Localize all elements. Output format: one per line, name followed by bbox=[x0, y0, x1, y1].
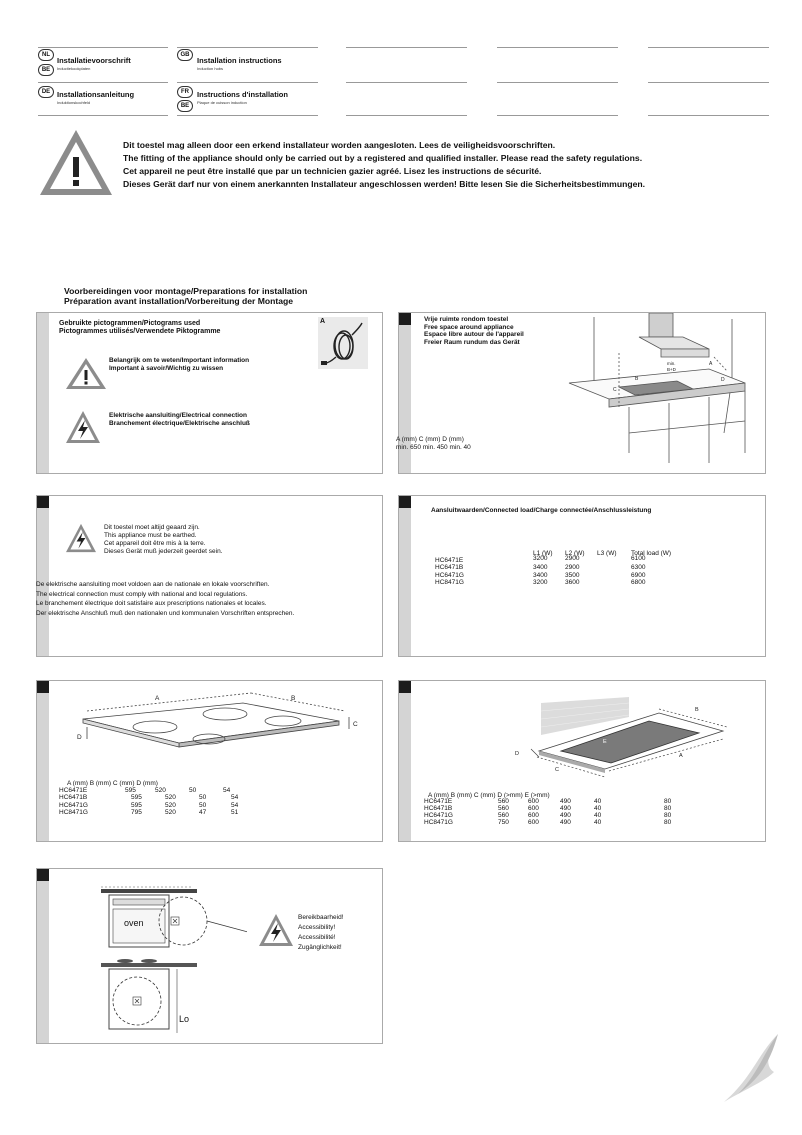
divider bbox=[38, 47, 168, 48]
panel-accessibility bbox=[36, 868, 383, 1044]
table-cell: 560 bbox=[498, 798, 509, 805]
table-cell: 54 bbox=[231, 802, 239, 809]
lang-badge-nl: NL bbox=[38, 49, 54, 61]
panel-title-line: Pictogrammes utilisés/Verwendete Piktogramme bbox=[59, 328, 221, 336]
divider bbox=[346, 82, 467, 83]
accessibility-line: Accessibilité! bbox=[298, 934, 336, 941]
warning-triangle-icon bbox=[38, 128, 114, 198]
panel-cutout-dimensions bbox=[398, 680, 766, 842]
panel-pictograms bbox=[36, 312, 383, 474]
table-cell: 595 bbox=[125, 787, 136, 794]
accessibility-text bbox=[298, 913, 344, 953]
lang-subtitle-nl: Inductiekookplaten bbox=[57, 66, 91, 71]
divider bbox=[177, 82, 318, 83]
table-cell: 6900 bbox=[631, 572, 646, 579]
dim-label-a: A bbox=[709, 361, 713, 367]
info-line: Belangrijk om te weten/Important information bbox=[109, 357, 250, 364]
table-cell: 3500 bbox=[565, 572, 580, 579]
cutout-dimension-table bbox=[424, 792, 724, 832]
cutout-diagram bbox=[509, 691, 729, 785]
clearance-dims bbox=[396, 436, 471, 451]
panel-marker bbox=[399, 496, 411, 508]
table-cell: 80 bbox=[664, 812, 672, 819]
table-cell: 50 bbox=[199, 802, 207, 809]
divider bbox=[177, 47, 318, 48]
table-cell: 50 bbox=[189, 787, 197, 794]
electrical-line: Branchement électrique/Elektrische anschluß bbox=[109, 419, 250, 427]
lang-subtitle-fr: Plaque de cuisson induction bbox=[197, 100, 247, 105]
earthing-line: Dieses Gerät muß jederzeit geerdet sein. bbox=[104, 548, 223, 555]
electrical-hazard-icon bbox=[65, 410, 101, 444]
section-title-line: Préparation avant installation/Vorbereitung der Montage bbox=[64, 296, 294, 306]
dim-label-bd: B+D bbox=[667, 367, 676, 372]
table-cell: 80 bbox=[664, 819, 672, 826]
page-curl-decoration bbox=[718, 1034, 780, 1104]
oven-access-diagram bbox=[87, 877, 247, 1037]
electrical-hazard-icon bbox=[65, 523, 97, 553]
earthing-line: Dit toestel moet altijd geaard zijn. bbox=[104, 524, 200, 531]
panel-marker bbox=[37, 869, 49, 881]
divider bbox=[177, 115, 318, 116]
divider bbox=[497, 47, 618, 48]
table-cell: 520 bbox=[165, 794, 176, 801]
earthing-line: Cet appareil doit être mis à la terre. bbox=[104, 540, 206, 547]
panel-marker bbox=[37, 496, 49, 508]
table-cell: HC6471G bbox=[424, 812, 453, 819]
table-cell: 600 bbox=[528, 812, 539, 819]
regulation-line: Le branchement électrique doit satisfaire aux prescriptions nationales et locales. bbox=[36, 600, 267, 608]
dim-label-b: B bbox=[291, 695, 296, 702]
hob-dimension-table bbox=[59, 780, 279, 820]
panel-title-line: Vrije ruimte rondom toestel bbox=[424, 316, 509, 323]
lang-subtitle-gb: Induction hobs bbox=[197, 66, 224, 71]
regulation-line: De elektrische aansluiting moet voldoen aan de nationale en lokale voorschriften. bbox=[36, 581, 270, 588]
lang-subtitle-de: Induktionskochfeld bbox=[57, 100, 91, 105]
panel-title bbox=[59, 320, 220, 337]
table-header: A (mm) B (mm) C (mm) D (>mm) E (>mm) bbox=[428, 792, 550, 799]
panel-title bbox=[424, 316, 524, 346]
table-cell: 3600 bbox=[565, 579, 580, 586]
panel-sidebar bbox=[37, 681, 49, 841]
table-cell: 490 bbox=[560, 798, 571, 805]
dim-label-b: B bbox=[695, 707, 699, 713]
table-cell: HC6471E bbox=[59, 787, 88, 794]
panel-marker bbox=[399, 313, 411, 325]
panel-sidebar bbox=[399, 496, 411, 656]
divider bbox=[346, 47, 467, 48]
panel-title-line: Free space around appliance bbox=[424, 323, 514, 331]
table-cell: HC8471G bbox=[435, 579, 464, 586]
panel-sidebar bbox=[399, 681, 411, 841]
panel-sidebar bbox=[37, 869, 49, 1043]
info-text bbox=[109, 357, 249, 372]
lang-badge-be-2: BE bbox=[177, 100, 193, 112]
divider bbox=[38, 82, 168, 83]
table-cell: 54 bbox=[223, 787, 231, 794]
earthing-line: This appliance must be earthed. bbox=[104, 532, 197, 539]
panel-title-line: Freier Raum rundum das Gerät bbox=[424, 338, 520, 346]
table-cell: 40 bbox=[594, 798, 602, 805]
table-cell: 520 bbox=[165, 809, 176, 816]
table-header: Total load (W) bbox=[631, 550, 672, 557]
lang-badge-fr: FR bbox=[177, 86, 193, 98]
lang-title-gb: Installation instructions bbox=[197, 56, 282, 65]
table-header: A (mm) B (mm) C (mm) D (mm) bbox=[67, 780, 158, 787]
table-cell: 520 bbox=[155, 787, 166, 794]
table-cell: 560 bbox=[498, 812, 509, 819]
table-header: L3 (W) bbox=[597, 550, 617, 557]
table-cell: 80 bbox=[664, 805, 672, 812]
dim-label-a: A bbox=[679, 753, 683, 759]
panel-free-space bbox=[398, 312, 766, 474]
divider bbox=[497, 82, 618, 83]
section-title bbox=[64, 286, 307, 306]
panel-title-line: Gebruikte pictogrammen/Pictograms used bbox=[59, 320, 201, 327]
table-cell: HC8471G bbox=[59, 809, 88, 816]
table-header: L1 (W) bbox=[533, 550, 553, 557]
table-cell: HC6471G bbox=[59, 802, 88, 809]
table-cell: HC6471B bbox=[59, 794, 88, 801]
accessibility-line: Zugänglichkeit! bbox=[298, 944, 342, 951]
dim-label-b: B bbox=[635, 376, 639, 382]
earthing-text bbox=[104, 524, 223, 556]
lang-badge-be: BE bbox=[38, 64, 54, 76]
panel-hob-dimensions bbox=[36, 680, 383, 842]
electrical-text bbox=[109, 412, 250, 427]
lang-badge-de: DE bbox=[38, 86, 54, 98]
table-cell: 6100 bbox=[631, 555, 646, 562]
accessibility-line: Accessibility! bbox=[298, 924, 336, 931]
warning-line-gb: The fitting of the appliance should only be carried out by a registered and qualified installer. Please read the safety regulations. bbox=[123, 153, 643, 163]
regulation-line: Der elektrische Anschluß muß den nationalen und kommunalen Vorschriften entsprechen. bbox=[36, 609, 295, 617]
table-cell: HC6471E bbox=[424, 798, 453, 805]
warning-line-de: Dieses Gerät darf nur von einem anerkannten Installateur angeschlossen werden! Bitte lesen Sie die Sicherheitsbestimmungen. bbox=[123, 179, 645, 189]
panel-title: Aansluitwaarden/Connected load/Charge connectée/Anschlussleistung bbox=[431, 507, 652, 514]
divider bbox=[648, 82, 769, 83]
regulation-line: The electrical connection must comply with national and local regulations. bbox=[36, 590, 248, 598]
lang-title-de: Installationsanleitung bbox=[57, 90, 135, 99]
lang-title-nl: Installatievoorschrift bbox=[57, 56, 131, 65]
table-cell: 3200 bbox=[533, 579, 548, 586]
power-cable-icon bbox=[318, 317, 368, 369]
dim-label-min: min. bbox=[667, 361, 676, 366]
hob-dimension-diagram bbox=[73, 689, 363, 775]
dim-label-d: D bbox=[515, 751, 519, 757]
table-cell: 600 bbox=[528, 819, 539, 826]
divider bbox=[346, 115, 467, 116]
dim-label-d: D bbox=[77, 734, 82, 741]
table-cell: HC6471E bbox=[435, 557, 464, 564]
table-cell: 3400 bbox=[533, 564, 548, 571]
lo-label: Lo bbox=[179, 1014, 190, 1024]
clearance-dims-values: min. 650 min. 450 min. 40 bbox=[396, 443, 471, 451]
table-cell: 490 bbox=[560, 819, 571, 826]
table-cell: 6800 bbox=[631, 579, 646, 586]
table-cell: HC6471B bbox=[424, 805, 453, 812]
panel-sidebar bbox=[37, 313, 49, 473]
table-cell: 595 bbox=[131, 794, 142, 801]
table-cell: HC6471G bbox=[435, 572, 464, 579]
clearance-dims-header: A (mm) C (mm) D (mm) bbox=[396, 436, 464, 443]
table-cell: 490 bbox=[560, 812, 571, 819]
dim-label-c: C bbox=[613, 387, 617, 393]
table-cell: 40 bbox=[594, 812, 602, 819]
table-cell: 600 bbox=[528, 805, 539, 812]
table-cell: 80 bbox=[664, 798, 672, 805]
table-cell: HC8471G bbox=[424, 819, 453, 826]
warning-line-nl: Dit toestel mag alleen door een erkend installateur worden aangesloten. Lees de veiligheidsvoorschriften. bbox=[123, 140, 556, 150]
panel-earthing bbox=[36, 495, 383, 657]
dim-label-c: C bbox=[555, 767, 559, 773]
table-cell: 54 bbox=[231, 794, 239, 801]
table-cell: 520 bbox=[165, 802, 176, 809]
table-cell: 3400 bbox=[533, 572, 548, 579]
table-cell: 47 bbox=[199, 809, 207, 816]
lang-title-fr: Instructions d'installation bbox=[197, 90, 288, 99]
dim-label-e: E bbox=[603, 739, 607, 745]
regulations-text bbox=[36, 580, 294, 618]
info-line: Important à savoir/Wichtig zu wissen bbox=[109, 364, 224, 372]
table-cell: 795 bbox=[131, 809, 142, 816]
lang-badge-gb: GB bbox=[177, 49, 193, 61]
load-table bbox=[435, 550, 735, 590]
accessibility-line: Bereikbaarheid! bbox=[298, 914, 344, 921]
table-cell: 595 bbox=[131, 802, 142, 809]
panel-marker bbox=[37, 681, 49, 693]
table-cell: 40 bbox=[594, 805, 602, 812]
dim-label-c: C bbox=[353, 721, 358, 728]
info-triangle-icon bbox=[65, 357, 107, 390]
dim-label-d: D bbox=[721, 377, 725, 383]
table-cell: 750 bbox=[498, 819, 509, 826]
electrical-line: Elektrische aansluiting/Electrical connection bbox=[109, 412, 247, 419]
divider bbox=[38, 115, 168, 116]
table-cell: 2900 bbox=[565, 564, 580, 571]
item-label: A bbox=[320, 318, 326, 325]
table-cell: 600 bbox=[528, 798, 539, 805]
divider bbox=[648, 47, 769, 48]
kitchen-clearance-diagram bbox=[549, 313, 765, 473]
warning-line-fr: Cet appareil ne peut être installé que par un technicien gazier agréé. Lisez les instructions de sécurité. bbox=[123, 166, 542, 176]
panel-connected-load bbox=[398, 495, 766, 657]
panel-sidebar bbox=[37, 496, 49, 656]
table-cell: 6300 bbox=[631, 564, 646, 571]
panel-marker bbox=[399, 681, 411, 693]
table-cell: 560 bbox=[498, 805, 509, 812]
section-title-line: Voorbereidingen voor montage/Preparations for installation bbox=[64, 286, 308, 296]
table-cell: 3200 bbox=[533, 555, 548, 562]
table-header: L2 (W) bbox=[565, 550, 585, 557]
table-cell: 50 bbox=[199, 794, 207, 801]
oven-label: oven bbox=[124, 918, 144, 928]
table-cell: 2900 bbox=[565, 555, 580, 562]
power-cable-image bbox=[318, 317, 368, 369]
table-cell: HC6471B bbox=[435, 564, 464, 571]
panel-title-line: Espace libre autour de l'appareil bbox=[424, 331, 524, 339]
electrical-hazard-icon bbox=[258, 913, 294, 947]
divider bbox=[648, 115, 769, 116]
table-cell: 490 bbox=[560, 805, 571, 812]
divider bbox=[497, 115, 618, 116]
dim-label-a: A bbox=[155, 695, 160, 702]
table-cell: 51 bbox=[231, 809, 239, 816]
table-cell: 40 bbox=[594, 819, 602, 826]
